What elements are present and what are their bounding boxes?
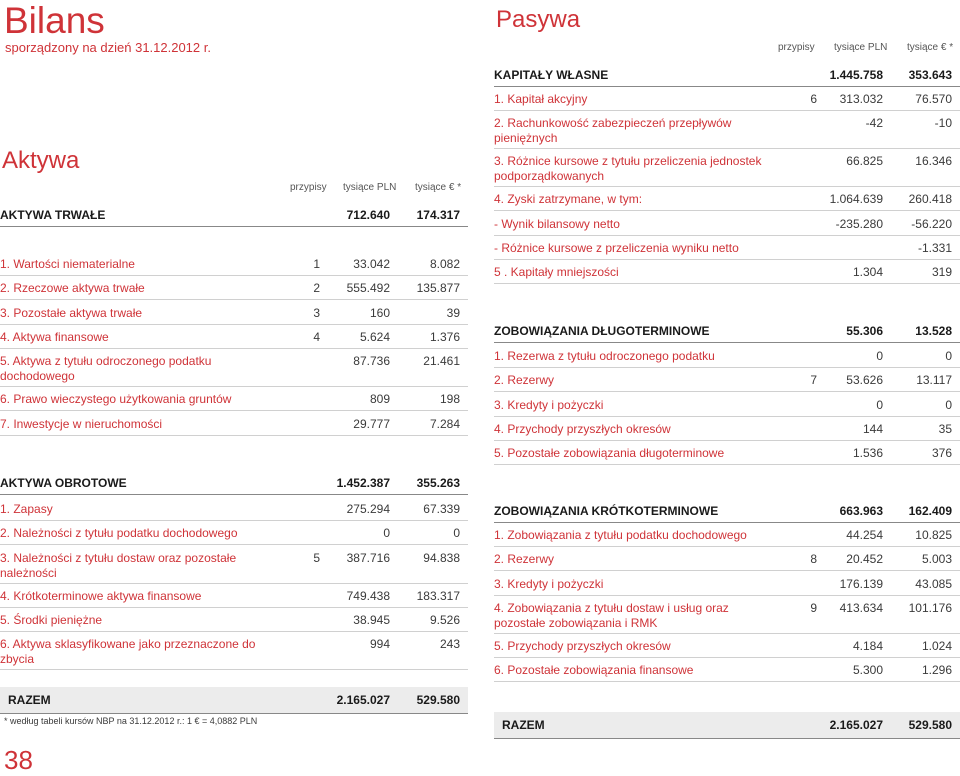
- pasywa-kapitaly-header-pln: 1.445.758: [829, 68, 883, 82]
- pasywa-krotkoterminowe-row-note: 9: [810, 600, 817, 615]
- aktywa-obrotowe-row: [0, 633, 468, 670]
- aktywa-trwale-row-label: 6. Prawo wieczystego użytkowania gruntów: [0, 392, 232, 407]
- pasywa-kapitaly-row-eur: 260.418: [908, 192, 952, 207]
- pasywa-kapitaly-header: [494, 64, 960, 87]
- pasywa-kapitaly-row: [494, 213, 960, 236]
- aktywa-trwale-row-label: 7. Inwestycje w nieruchomości: [0, 416, 163, 431]
- pasywa-dlugoterminowe-row: [494, 345, 960, 368]
- pasywa-kapitaly-row-eur: -1.331: [917, 240, 952, 255]
- pasywa-dlugoterminowe-row-label: 4. Przychody przyszłych okresów: [494, 421, 671, 436]
- pasywa-kapitaly-row-pln: -42: [865, 116, 883, 131]
- aktywa-obrotowe-row-label: 5. Środki pieniężne: [0, 612, 103, 627]
- aktywa-trwale-row-pln: 5.624: [359, 329, 390, 344]
- pasywa-kapitaly-row-eur: -10: [934, 116, 952, 131]
- pasywa-kapitaly-row-label: 3. Różnice kursowe z tytułu przeliczenia jednostek podporządkowanych: [494, 154, 762, 184]
- aktywa-header-note: przypisy: [290, 182, 327, 193]
- aktywa-obrotowe-header-pln: 1.452.387: [336, 476, 390, 490]
- aktywa-obrotowe-header: [0, 472, 468, 495]
- aktywa-obrotowe-row: [0, 585, 468, 608]
- aktywa-trwale-row-label: 4. Aktywa finansowe: [0, 329, 109, 344]
- aktywa-title: Aktywa: [2, 147, 80, 174]
- pasywa-header-eur: tysiące € *: [907, 42, 954, 53]
- pasywa-dlugoterminowe-row-label: 3. Kredyty i pożyczki: [494, 397, 604, 412]
- pasywa-kapitaly-row-pln: 313.032: [839, 92, 883, 106]
- pasywa-razem-row: [494, 712, 960, 739]
- aktywa-obrotowe-row: [0, 522, 468, 545]
- pasywa-krotkoterminowe-row-label: 6. Pozostałe zobowiązania finansowe: [494, 663, 694, 678]
- aktywa-obrotowe-header-label: AKTYWA OBROTOWE: [0, 476, 127, 490]
- aktywa-obrotowe-row-label: 2. Należności z tytułu podatku dochodowego: [0, 526, 238, 541]
- pasywa-dlugoterminowe-header-pln: 55.306: [846, 324, 883, 338]
- aktywa-obrotowe-row-eur: 9.526: [429, 612, 460, 627]
- aktywa-obrotowe-row-eur: 183.317: [416, 588, 460, 603]
- aktywa-razem-row: [0, 687, 468, 714]
- aktywa-obrotowe-row-pln: 0: [383, 526, 390, 541]
- pasywa-dlugoterminowe-row-pln: 53.626: [846, 373, 883, 388]
- aktywa-header-eur: tysiące € *: [415, 182, 462, 193]
- pasywa-krotkoterminowe-row-eur: 1.024: [921, 638, 952, 653]
- aktywa-obrotowe-row-eur: 67.339: [423, 502, 460, 516]
- pasywa-krotkoterminowe-row-label: 5. Przychody przyszłych okresów: [494, 638, 671, 653]
- pasywa-razem-pln: 2.165.027: [829, 718, 883, 732]
- pasywa-krotkoterminowe-row-label: 4. Zobowiązania z tytułu dostaw i usług oraz pozostałe zobowiązania i RMK: [494, 600, 729, 630]
- pasywa-krotkoterminowe-row: [494, 635, 960, 658]
- aktywa-trwale-row-note: 4: [313, 329, 320, 344]
- pasywa-krotkoterminowe-header-label: ZOBOWIĄZANIA KRÓTKOTERMINOWE: [494, 504, 719, 518]
- pasywa-dlugoterminowe-row-note: 7: [810, 373, 817, 388]
- aktywa-trwale-row: [0, 302, 468, 325]
- aktywa-trwale-row-pln: 160: [369, 305, 390, 320]
- aktywa-razem-pln: 2.165.027: [336, 693, 390, 707]
- pasywa-kapitaly-row-label: 4. Zyski zatrzymane, w tym:: [494, 192, 643, 207]
- pasywa-dlugoterminowe-row-eur: 0: [945, 349, 952, 363]
- page-title: Bilans: [4, 0, 105, 41]
- aktywa-trwale-row-label: 1. Wartości niematerialne: [0, 257, 135, 271]
- pasywa-kapitaly-row: [494, 88, 960, 111]
- pasywa-dlugoterminowe-row: [494, 442, 960, 465]
- pasywa-krotkoterminowe-header-pln: 663.963: [839, 504, 883, 518]
- aktywa-trwale-row-pln: 87.736: [353, 354, 390, 369]
- aktywa-obrotowe-row-pln: 38.945: [353, 612, 390, 627]
- pasywa-krotkoterminowe-row-label: 3. Kredyty i pożyczki: [494, 576, 604, 591]
- pasywa-krotkoterminowe-row-pln: 176.139: [839, 576, 883, 591]
- pasywa-kapitaly-row-label: 1. Kapitał akcyjny: [494, 92, 588, 106]
- aktywa-trwale-row: [0, 277, 468, 300]
- pasywa-kapitaly-row-pln: -235.280: [835, 216, 883, 231]
- pasywa-dlugoterminowe-row-pln: 0: [876, 349, 883, 363]
- pasywa-dlugoterminowe-row-eur: 0: [945, 397, 952, 412]
- pasywa-krotkoterminowe-row-eur: 10.825: [915, 528, 952, 542]
- pasywa-razem-label: RAZEM: [502, 718, 545, 732]
- pasywa-kapitaly-row: [494, 112, 960, 149]
- pasywa-dlugoterminowe-row-label: 2. Rezerwy: [494, 373, 555, 388]
- aktywa-trwale-row-label: 2. Rzeczowe aktywa trwałe: [0, 281, 145, 296]
- aktywa-trwale-row-pln: 29.777: [353, 416, 390, 431]
- pasywa-kapitaly-row-label: - Różnice kursowe z przeliczenia wyniku netto: [494, 240, 739, 255]
- pasywa-krotkoterminowe-row-pln: 4.184: [852, 638, 883, 653]
- footnote: * według tabeli kursów NBP na 31.12.2012 r.: 1 € = 4,0882 PLN: [4, 716, 258, 726]
- pasywa-krotkoterminowe-row-eur: 1.296: [921, 663, 952, 678]
- pasywa-kapitaly-row-eur: 319: [931, 265, 952, 280]
- pasywa-kapitaly-row-eur: 76.570: [915, 92, 952, 106]
- aktywa-obrotowe-row-eur: 94.838: [423, 550, 460, 565]
- aktywa-trwale-row-label: 3. Pozostałe aktywa trwałe: [0, 305, 143, 320]
- aktywa-trwale-row-eur: 198: [439, 392, 460, 407]
- pasywa-header-pln: tysiące PLN: [834, 42, 888, 53]
- aktywa-obrotowe-row: [0, 609, 468, 632]
- aktywa-trwale-row: [0, 350, 468, 387]
- pasywa-dlugoterminowe-row: [494, 369, 960, 392]
- aktywa-obrotowe-row-label: 4. Krótkoterminowe aktywa finansowe: [0, 588, 202, 603]
- pasywa-kapitaly-row: [494, 188, 960, 211]
- pasywa-kapitaly-row: [494, 150, 960, 187]
- aktywa-trwale-row: [0, 413, 468, 436]
- pasywa-dlugoterminowe-row-label: 1. Rezerwa z tytułu odroczonego podatku: [494, 349, 715, 363]
- aktywa-trwale-header: [0, 204, 468, 227]
- aktywa-obrotowe-row-eur: 243: [439, 637, 460, 652]
- pasywa-dlugoterminowe-row-label: 5. Pozostałe zobowiązania długoterminowe: [494, 446, 725, 461]
- aktywa-obrotowe-header-eur: 355.263: [416, 476, 460, 490]
- pasywa-krotkoterminowe-row-eur: 5.003: [921, 552, 952, 567]
- pasywa-kapitaly-row: [494, 261, 960, 284]
- aktywa-trwale-row-note: 3: [313, 305, 320, 320]
- page-subtitle: sporządzony na dzień 31.12.2012 r.: [5, 40, 211, 55]
- pasywa-krotkoterminowe-row: [494, 548, 960, 571]
- pasywa-kapitaly-row-pln: 1.304: [852, 265, 883, 280]
- pasywa-krotkoterminowe-row-pln: 44.254: [846, 528, 883, 542]
- pasywa-kapitaly-row: [494, 237, 960, 260]
- aktywa-trwale-row: [0, 388, 468, 411]
- pasywa-dlugoterminowe-row-eur: 13.117: [916, 373, 952, 388]
- pasywa-dlugoterminowe-row: [494, 394, 960, 417]
- aktywa-trwale-header-eur: 174.317: [416, 208, 460, 222]
- pasywa-kapitaly-header-eur: 353.643: [908, 68, 952, 82]
- pasywa-krotkoterminowe-header-eur: 162.409: [908, 504, 952, 518]
- pasywa-dlugoterminowe-row-pln: 144: [862, 421, 883, 436]
- aktywa-obrotowe-row: [0, 547, 468, 584]
- pasywa-krotkoterminowe-row-pln: 413.634: [839, 600, 883, 615]
- aktywa-trwale-row: [0, 326, 468, 349]
- pasywa-krotkoterminowe-header: [494, 500, 960, 523]
- pasywa-krotkoterminowe-row-eur: 101.176: [908, 600, 952, 615]
- aktywa-obrotowe-row-pln: 994: [369, 637, 390, 652]
- aktywa-trwale-row-eur: 21.461: [423, 354, 460, 369]
- pasywa-kapitaly-row-eur: 16.346: [915, 154, 952, 169]
- pasywa-dlugoterminowe-row: [494, 418, 960, 441]
- pasywa-krotkoterminowe-row-eur: 43.085: [915, 576, 952, 591]
- pasywa-krotkoterminowe-row: [494, 524, 960, 547]
- pasywa-krotkoterminowe-row-label: 2. Rezerwy: [494, 552, 555, 567]
- aktywa-obrotowe-row-pln: 749.438: [346, 588, 390, 603]
- aktywa-obrotowe-row-eur: 0: [453, 526, 460, 541]
- pasywa-krotkoterminowe-row-label: 1. Zobowiązania z tytułu podatku dochodowego: [494, 528, 747, 542]
- pasywa-header-note: przypisy: [778, 42, 815, 53]
- page-number: 38: [4, 745, 33, 775]
- aktywa-trwale-row-pln: 809: [369, 392, 390, 407]
- aktywa-obrotowe-row-note: 5: [313, 550, 320, 565]
- aktywa-trwale-row-eur: 8.082: [429, 257, 460, 271]
- pasywa-krotkoterminowe-row: [494, 573, 960, 596]
- pasywa-kapitaly-row-label: - Wynik bilansowy netto: [494, 216, 620, 231]
- pasywa-dlugoterminowe-header: [494, 320, 960, 343]
- aktywa-header-pln: tysiące PLN: [343, 182, 397, 193]
- aktywa-obrotowe-row: [0, 498, 468, 521]
- aktywa-trwale-header-pln: 712.640: [346, 208, 390, 222]
- pasywa-kapitaly-row-pln: 66.825: [846, 154, 883, 169]
- aktywa-obrotowe-row-label: 1. Zapasy: [0, 502, 53, 516]
- aktywa-trwale-row-eur: 7.284: [429, 416, 460, 431]
- pasywa-kapitaly-row-label: 2. Rachunkowość zabezpieczeń przepływów pieniężnych: [494, 116, 732, 146]
- pasywa-krotkoterminowe-row: [494, 597, 960, 634]
- aktywa-trwale-row-eur: 135.877: [416, 281, 460, 296]
- aktywa-trwale-header-label: AKTYWA TRWAŁE: [0, 208, 106, 222]
- aktywa-obrotowe-row-label: 3. Należności z tytułu dostaw oraz pozostałe należności: [0, 550, 237, 580]
- aktywa-obrotowe-row-label: 6. Aktywa sklasyfikowane jako przeznaczone do zbycia: [0, 637, 256, 667]
- pasywa-krotkoterminowe-row: [494, 659, 960, 682]
- pasywa-krotkoterminowe-row-pln: 20.452: [846, 552, 883, 567]
- pasywa-kapitaly-row-eur: -56.220: [911, 216, 952, 231]
- aktywa-trwale-row-pln: 555.492: [346, 281, 390, 296]
- pasywa-krotkoterminowe-row-pln: 5.300: [852, 663, 883, 678]
- pasywa-title: Pasywa: [496, 6, 581, 33]
- pasywa-kapitaly-row-note: 6: [810, 92, 817, 106]
- pasywa-dlugoterminowe-header-label: ZOBOWIĄZANIA DŁUGOTERMINOWE: [494, 324, 710, 338]
- aktywa-trwale-row-note: 2: [313, 281, 320, 296]
- aktywa-trwale-row-pln: 33.042: [353, 257, 390, 271]
- pasywa-dlugoterminowe-header-eur: 13.528: [915, 324, 952, 338]
- aktywa-razem-eur: 529.580: [416, 693, 460, 707]
- aktywa-trwale-row: [0, 253, 468, 276]
- pasywa-dlugoterminowe-row-pln: 0: [876, 397, 883, 412]
- aktywa-trwale-row-eur: 39: [446, 305, 460, 320]
- aktywa-razem-label: RAZEM: [8, 693, 51, 707]
- pasywa-kapitaly-row-label: 5 . Kapitały mniejszości: [494, 265, 619, 280]
- pasywa-dlugoterminowe-row-pln: 1.536: [852, 446, 883, 461]
- aktywa-trwale-row-eur: 1.376: [429, 329, 460, 344]
- aktywa-obrotowe-row-pln: 275.294: [346, 502, 390, 516]
- aktywa-trwale-row-label: 5. Aktywa z tytułu odroczonego podatku dochodowego: [0, 354, 212, 384]
- pasywa-razem-eur: 529.580: [908, 718, 952, 732]
- pasywa-krotkoterminowe-row-note: 8: [810, 552, 817, 567]
- pasywa-kapitaly-row-pln: 1.064.639: [829, 192, 883, 207]
- pasywa-dlugoterminowe-row-eur: 376: [931, 446, 952, 461]
- pasywa-dlugoterminowe-row-eur: 35: [938, 421, 952, 436]
- aktywa-obrotowe-row-pln: 387.716: [346, 550, 390, 565]
- pasywa-kapitaly-header-label: KAPITAŁY WŁASNE: [494, 68, 609, 82]
- aktywa-trwale-row-note: 1: [313, 257, 320, 271]
